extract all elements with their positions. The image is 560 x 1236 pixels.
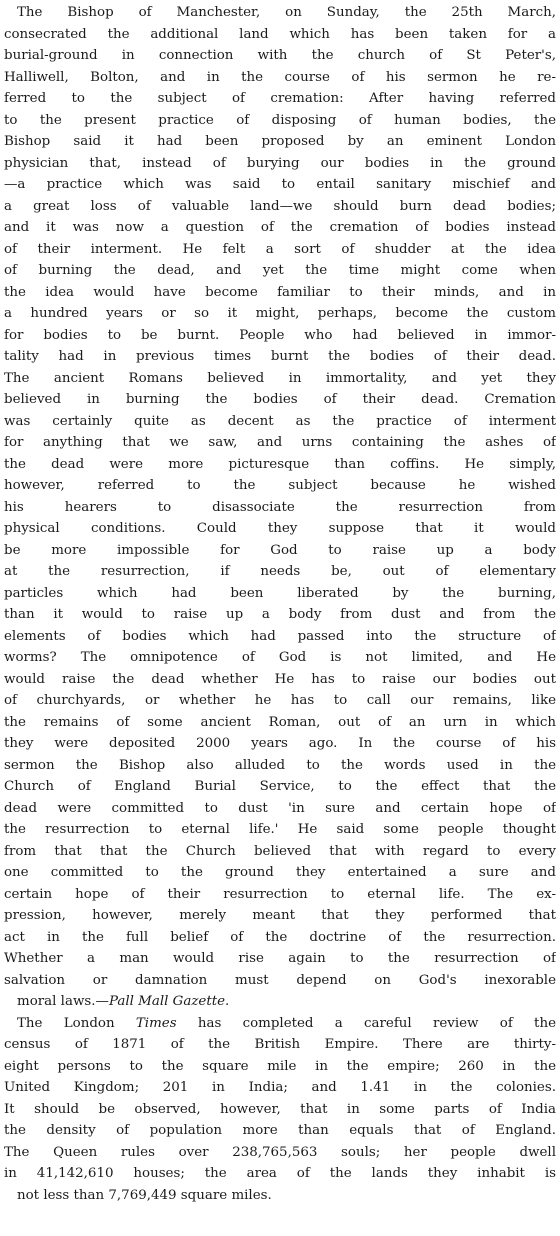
article-text-line: the resurrection to eternal life.' He said some people thought (4, 822, 556, 837)
article-text-line: his hearers to disassociate the resurrection from (4, 499, 556, 515)
article-text-line: not less than 7,769,449 square miles. (17, 1187, 272, 1203)
article-text-line: of churchyards, or whether he has to call our remains, like (4, 693, 556, 708)
newspaper-title: Times (135, 1015, 177, 1031)
article-text-line: The ancient Romans believed in immortality, and yet they (4, 370, 556, 386)
article-text-line: consecrated the additional land which has been taken for a (4, 26, 556, 42)
article-text-line: of burning the dead, and yet the time might come when (4, 263, 556, 278)
article-text-line: for anything that we saw, and urns containing the ashes of (4, 435, 556, 450)
article-text-line: The London Times has completed a careful review of the (17, 1015, 556, 1031)
article-text-line: to the present practice of disposing of human bodies, the (4, 112, 556, 128)
article-text-line: in 41,142,610 houses; the area of the lands they inhabit is (4, 1166, 556, 1181)
article-text-line: certain hope of their resurrection to eternal life. The ex- (4, 886, 556, 902)
article-text-line: tality had in previous times burnt the bodies of their dead. (4, 349, 556, 364)
article-text-line: the density of population more than equals that of England. (4, 1123, 556, 1138)
article-text-fragment: moral laws.— (17, 994, 109, 1009)
article-text-line: for bodies to be burnt. People who had believed in immor- (4, 327, 556, 343)
article-text-line: —a practice which was said to entail sanitary mischief and (4, 177, 556, 192)
article-text-line: one committed to the ground they entertained a sure and (4, 865, 556, 880)
article-text-line: sermon the Bishop also alluded to the words used in the (4, 757, 556, 773)
article-text-line: The Bishop of Manchester, on Sunday, the 25th March, (17, 5, 556, 20)
article-text-line: pression, however, merely meant that they performed that (4, 908, 556, 923)
article-text-line: United Kingdom; 201 in India; and 1.41 in the colonies. (4, 1080, 556, 1095)
article-text-line: a great loss of valuable land—we should burn dead bodies; (4, 198, 556, 214)
article-text-line: physician that, instead of burying our bodies in the ground (4, 155, 556, 171)
article-text-line: The Queen rules over 238,765,563 souls; her people dwell (4, 1144, 556, 1160)
article-text-line: than it would to raise up a body from dust and from the (4, 607, 556, 622)
article-text-line: be more impossible for God to raise up a body (4, 542, 556, 558)
article-text-line: the remains of some ancient Roman, out of an urn in which (4, 714, 556, 730)
article-census-review (4, 1013, 556, 1185)
article-text-line: at the resurrection, if needs be, out of elementary (4, 564, 556, 579)
article-text-line: eight persons to the square mile in the empire; 260 in the (4, 1058, 556, 1074)
article-text-line: It should be observed, however, that in some parts of India (4, 1101, 556, 1117)
article-text-line: the dead were more picturesque than coffins. He simply, (4, 456, 556, 472)
article-text-line: would raise the dead whether He has to raise our bodies out (4, 671, 556, 687)
article-text-line: however, referred to the subject because he wished (4, 478, 556, 493)
article-text-line: dead were committed to dust 'in sure and certain hope of (4, 800, 556, 816)
article-text-line: census of 1871 of the British Empire. There are thirty- (4, 1037, 556, 1052)
article-text-line: believed in burning the bodies of their dead. Cremation (4, 392, 556, 407)
source-credit: Pall Mall Gazette. (108, 994, 230, 1009)
article-text-line: salvation or damnation must depend on God's inexorable (4, 972, 556, 988)
article-text-line: particles which had been liberated by the burning, (4, 585, 556, 601)
article-text-line: Whether a man would rise again to the resurrection of (4, 951, 556, 966)
article-text-line: elements of bodies which had passed into the structure of (4, 628, 556, 644)
article-text-line: Bishop said it had been proposed by an eminent London (4, 134, 556, 149)
article-text-line: from that that the Church believed that with regard to every (4, 843, 556, 859)
article-text-line: Church of England Burial Service, to the effect that the (4, 779, 556, 794)
article-text-line: and it was now a question of the cremation of bodies instead (4, 220, 556, 235)
article-text-line: act in the full belief of the doctrine of the resurrection. (4, 929, 556, 945)
article-text-line: Halliwell, Bolton, and in the course of his sermon he re- (4, 69, 556, 85)
article-text-line: worms? The omnipotence of God is not limited, and He (4, 650, 556, 665)
article-bishop-cremation (4, 2, 556, 991)
article-text-line: was certainly quite as decent as the practice of interment (4, 413, 556, 429)
article-text-line: the idea would have become familiar to their minds, and in (4, 284, 556, 300)
article-text-line (4, 991, 556, 1013)
article-text-line: burial-ground in connection with the church of St Peter's, (4, 48, 556, 63)
article-text-line: a hundred years or so it might, perhaps, become the custom (4, 306, 556, 321)
article-text-line: they were deposited 2000 years ago. In the course of his (4, 736, 556, 751)
article-text-line: physical conditions. Could they suppose that it would (4, 521, 556, 536)
article-text-line: of their interment. He felt a sort of shudder at the idea (4, 241, 556, 257)
article-text-line: ferred to the subject of cremation: After having referred (4, 91, 556, 106)
